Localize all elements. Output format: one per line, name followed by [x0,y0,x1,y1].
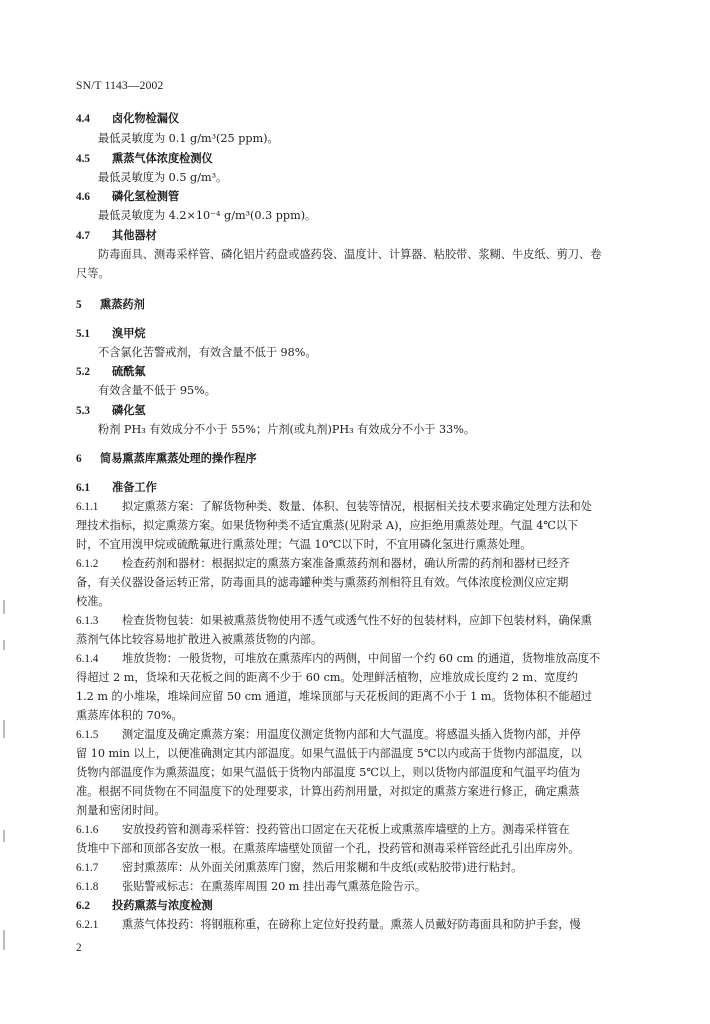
section-number: 6.1.6 [76,824,99,836]
section-4-5-heading [76,152,213,166]
section-title: 熏蒸药剂 [100,297,145,311]
section-title: 准备工作 [112,480,157,494]
section-6-1-2-line [76,557,570,571]
standard-code-header: SN/T 1143—2002 [76,80,164,92]
section-number: 6.2 [76,900,90,912]
section-6-1-5-line [76,728,581,742]
section-6-1-8-line [76,880,426,894]
section-number: 4.4 [76,113,90,125]
section-4-7-body-line: 防毒面具、测毒采样管、磷化铝片药盘或盛药袋、温度计、计算器、粘胶带、浆糊、牛皮纸、剪刀、卷 [98,248,602,261]
section-6-1-heading [76,481,157,495]
section-title: 其他器材 [112,228,157,242]
section-text: 检查货物包装：如果被熏蒸货物使用不透气或透气性不好的包装材料，应卸下包装材料，确保熏 [122,614,592,627]
section-6-1-4-line: 1.2 m 的小堆垛，堆垛间应留 50 cm 通道，堆垛顶部与天花板间的距离不小于 1 m。货物体积不能超过 [76,690,593,703]
section-4-6-body: 最低灵敏度为 4.2×10⁻⁴ g/m³(0.3 ppm)。 [98,209,317,222]
section-text: 安放投药管和测毒采样管：投药管出口固定在天花板上或熏蒸库墙壁的上方。测毒采样管在 [122,823,570,836]
section-6-1-7-line [76,861,522,875]
section-number: 4.6 [76,191,90,203]
section-6-1-1-line [76,500,592,514]
section-title: 溴甲烷 [112,326,146,340]
section-number: 4.7 [76,230,90,242]
section-number: 5.1 [76,328,90,340]
section-6-1-6-line: 货堆中下部和顶部各安放一根。在熏蒸库墙壁处顶留一个孔，投药管和测毒采样管经此孔引出库房外。 [76,842,580,855]
section-6-1-1-line: 时，不宜用溴甲烷或硫酰氟进行熏蒸处理；气温 10℃以下时，不宜用磷化氢进行熏蒸处理。 [76,538,532,551]
section-title: 磷化氢 [112,403,146,417]
section-6-2-heading [76,899,213,913]
section-6-1-4-line [76,652,600,666]
section-number: 6.1.4 [76,653,99,665]
section-6-1-5-line: 剂量和密闭时间。 [76,804,166,817]
section-title: 磷化氢检测管 [112,189,180,203]
section-5-heading [76,298,145,312]
section-number: 5.3 [76,405,90,417]
section-6-1-2-line: 校准。 [76,595,110,608]
section-number: 6.1.7 [76,862,99,874]
section-4-7-heading [76,229,157,243]
section-6-2-1-line [76,918,581,932]
section-6-1-1-line: 理技术指标，拟定熏蒸方案。如果货物种类不适宜熏蒸(见附录 A)，应拒绝用熏蒸处理。气温 4℃以下 [76,519,579,532]
section-5-1-heading [76,327,146,341]
section-5-1-body: 不含氯化苦警戒剂，有效含量不低于 98%。 [98,346,317,359]
section-6-1-5-line: 货物内部温度作为熏蒸温度；如果气温低于货物内部温度 5℃以上，则以货物内部温度和气温平均值为 [76,766,581,779]
section-4-6-heading [76,190,179,204]
section-5-3-heading [76,404,146,418]
section-6-1-2-line: 备，有关仪器设备运转正常，防毒面具的滤毒罐种类与熏蒸药剂相符且有效。气体浓度检测仪应定期 [76,576,569,589]
section-number: 6.2.1 [76,919,99,931]
section-6-1-5-line: 准。根据不同货物在不同温度下的处理要求，计算出药剂用量，对拟定的熏蒸方案进行修正，确定熏蒸 [76,785,580,798]
section-text: 拟定熏蒸方案：了解货物种类、数量、体积、包装等情况，根据相关技术要求确定处理方法和处 [122,500,592,513]
section-number: 6.1.2 [76,558,99,570]
section-number: 6.1.1 [76,501,99,513]
section-6-1-5-line: 留 10 min 以上，以便准确测定其内部温度。如果气温低于内部温度 5℃以内或高于货物内部温度，以 [76,747,582,760]
section-4-5-body: 最低灵敏度为 0.5 g/m³。 [98,171,228,184]
section-text: 熏蒸气体投药：将钢瓶称重，在磅称上定位好投药量。熏蒸人员戴好防毒面具和防护手套，慢 [122,918,581,931]
section-number: 5.2 [76,366,90,378]
section-6-1-3-line: 蒸剂气体比较容易地扩散进入被熏蒸货物的内部。 [76,633,323,646]
section-number: 4.5 [76,153,90,165]
section-title: 熏蒸气体浓度检测仪 [112,151,213,165]
section-text: 检查药剂和器材：根据拟定的熏蒸方案准备熏蒸药剂和器材，确认所需的药剂和器材已经齐 [122,557,570,570]
section-text: 张贴警戒标志：在熏蒸库周围 20 m 挂出毒气熏蒸危险告示。 [122,880,427,893]
section-6-1-3-line [76,614,592,628]
section-number: 6.1.5 [76,729,99,741]
section-5-2-heading [76,365,146,379]
section-text: 密封熏蒸库：从外面关闭熏蒸库门窗，然后用浆糊和牛皮纸(或粘胶带)进行粘封。 [122,861,523,874]
section-5-3-body: 粉剂 PH₃ 有效成分不小于 55%；片剂(或丸剂)PH₃ 有效成分不小于 33%。 [98,423,476,436]
section-6-1-6-line [76,823,570,837]
scan-binding-marks [2,600,8,1000]
section-6-1-4-line: 得超过 2 m，货垛和天花板之间的距离不少于 60 cm。处理鲜活植物，应堆放成长度约 2 m、宽度约 [76,671,578,684]
section-6-heading [76,452,257,466]
section-text: 堆放货物：一般货物，可堆放在熏蒸库内的两侧，中间留一个约 60 cm 的通道，货物堆放高度不 [122,652,601,665]
section-4-4-body: 最低灵敏度为 0.1 g/m³(25 ppm)。 [98,132,279,145]
section-title: 投药熏蒸与浓度检测 [112,898,213,912]
section-4-7-body-line: 尺等。 [76,267,110,280]
section-6-1-4-line: 熏蒸库体积的 70%。 [76,709,183,722]
section-5-2-body: 有效含量不低于 95%。 [98,384,216,397]
section-number: 6 [76,453,82,465]
section-number: 6.1.8 [76,881,99,893]
section-4-4-heading [76,112,179,126]
page-number: 2 [76,942,82,954]
section-number: 5 [76,299,82,311]
section-title: 卤化物检漏仪 [112,111,180,125]
section-title: 硫酰氟 [112,364,146,378]
section-number: 6.1 [76,482,90,494]
section-number: 6.1.3 [76,615,99,627]
section-title: 简易熏蒸库熏蒸处理的操作程序 [100,451,257,465]
section-text: 测定温度及确定熏蒸方案：用温度仪测定货物内部和大气温度。将感温头插入货物内部，并停 [122,728,581,741]
